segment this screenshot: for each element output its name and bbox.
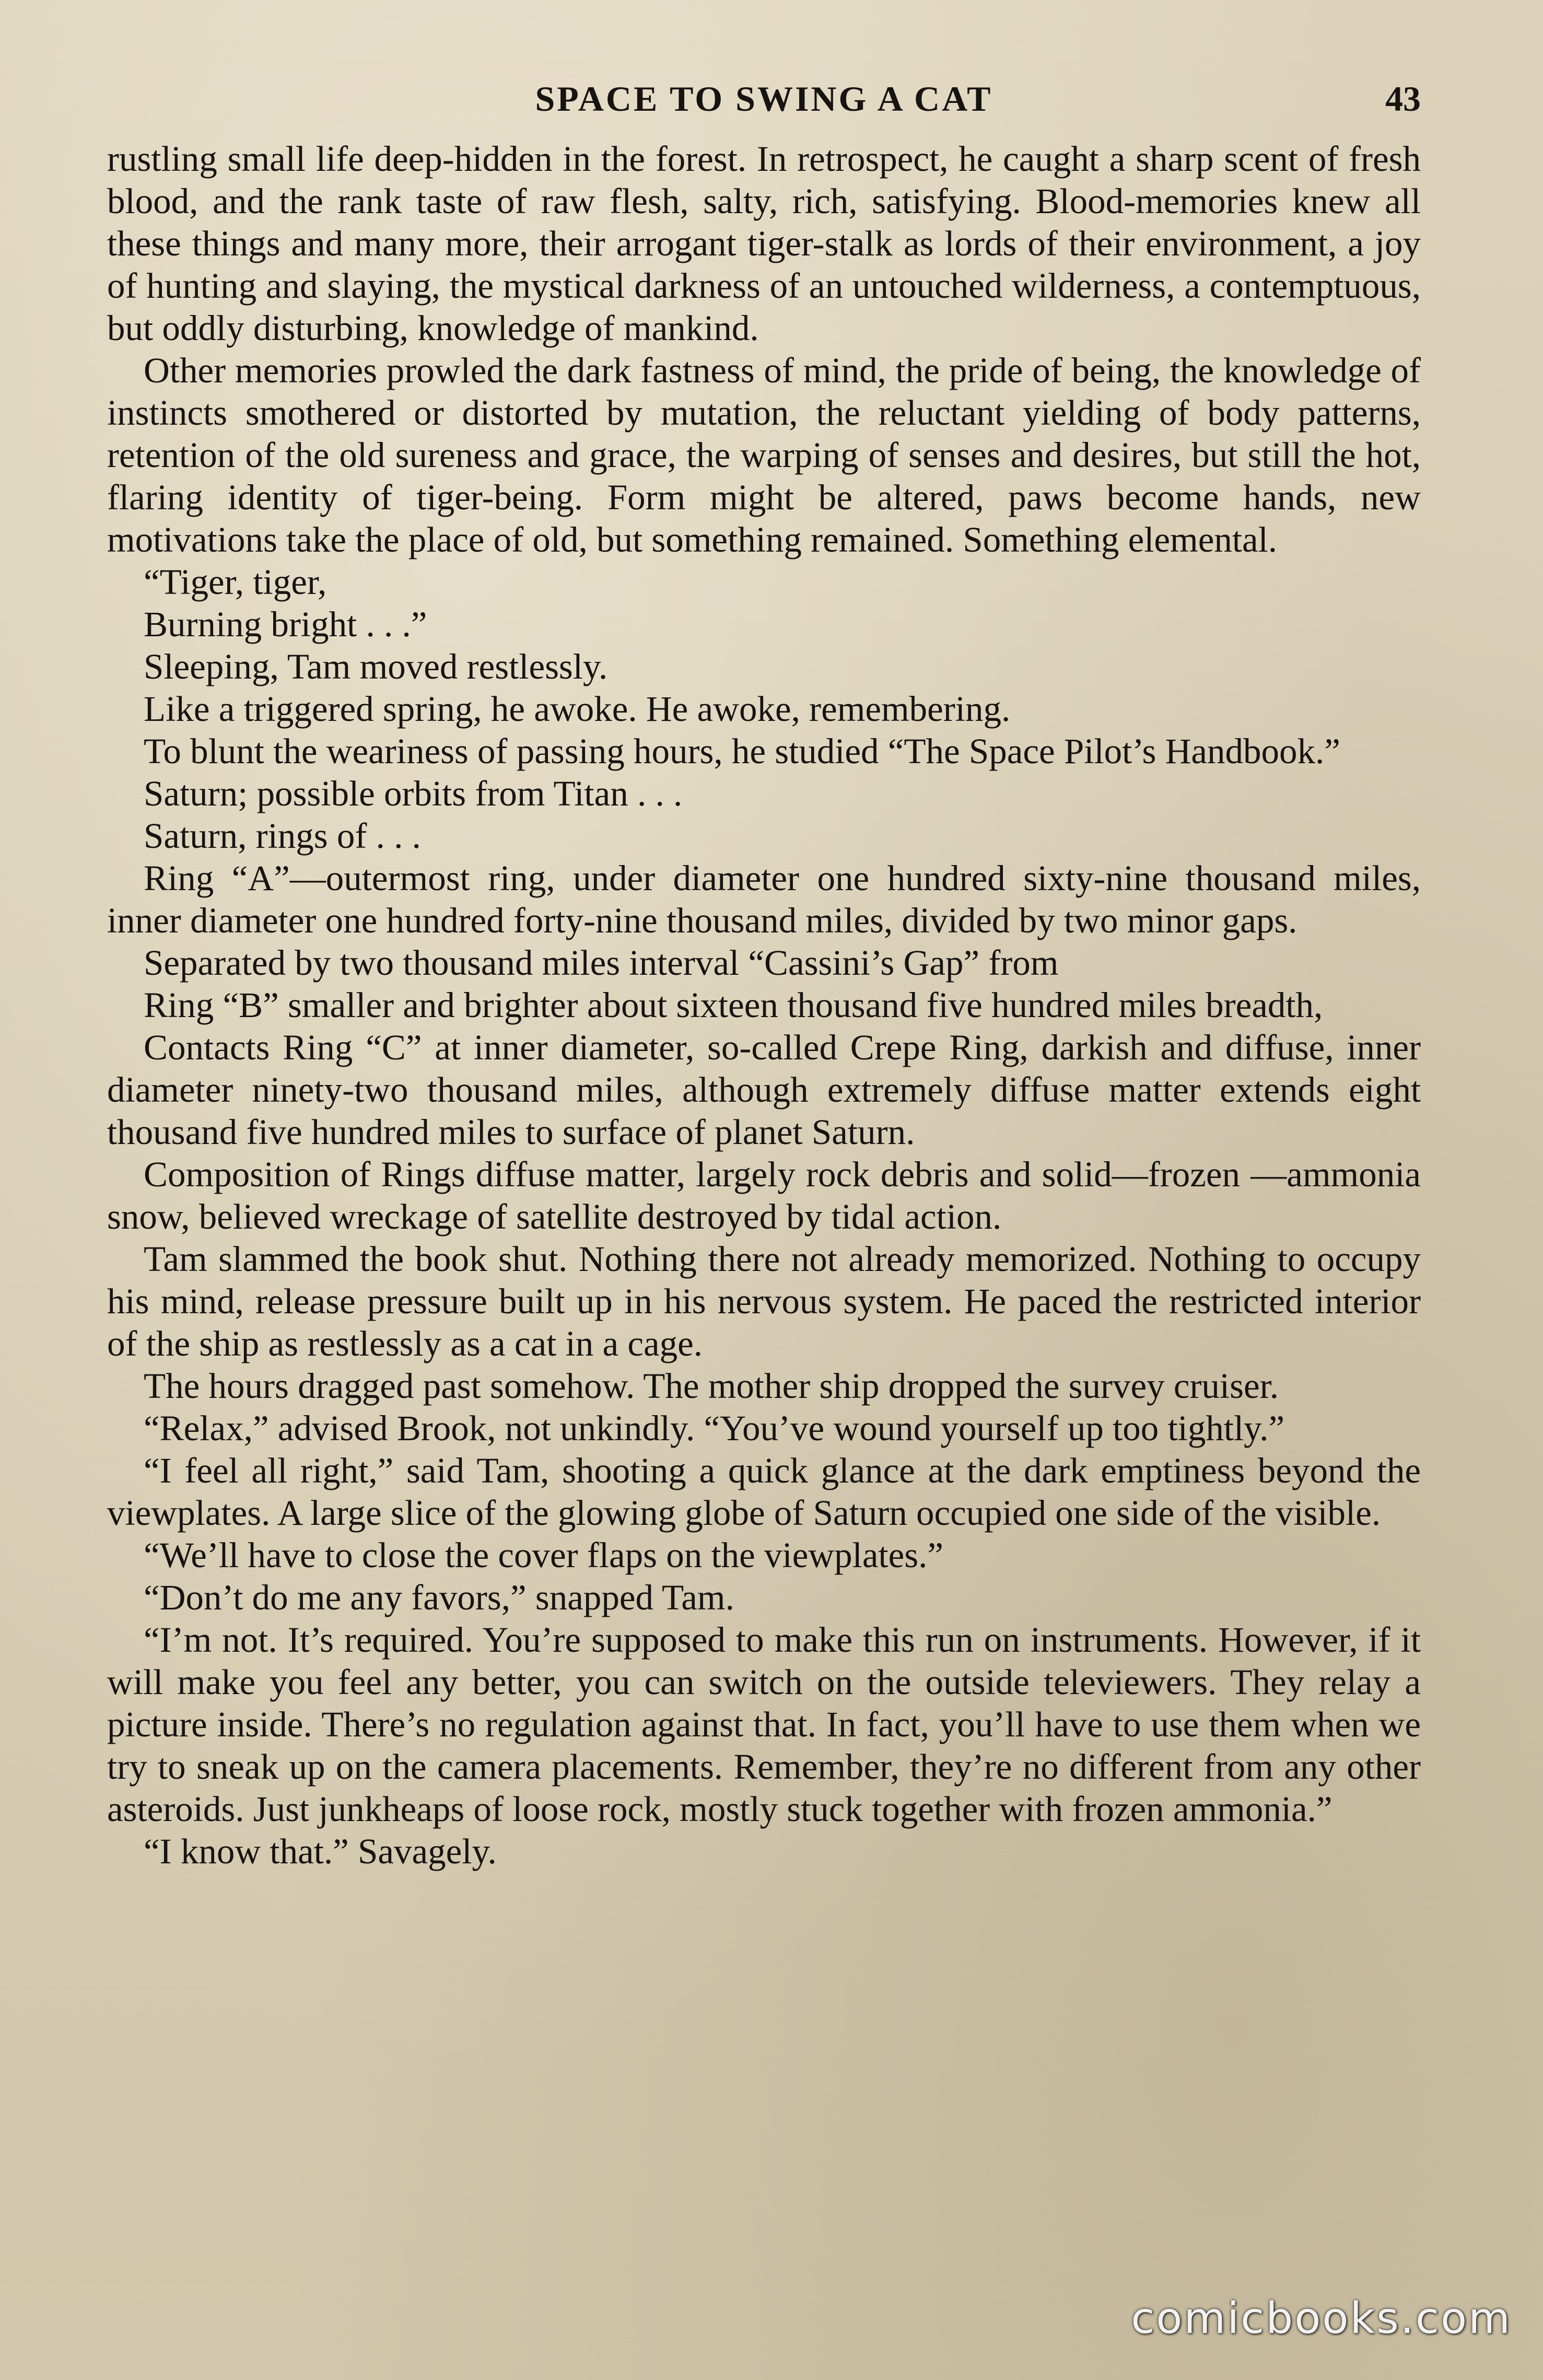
page-number: 43 [1385,79,1421,119]
paragraph: rustling small life deep-hidden in the forest. In retrospect, he caught a sharp scent of fresh blood, and the rank taste of raw flesh, salty, rich, satisfying. Blood-memories knew all these things and many more, their arrogant tiger-stalk as lords of their environment, a joy of hunting and slaying, the mystical darkness of an untouched wilderness, a contemptuous, but oddly disturbing, knowledge of mankind. [107,139,1421,348]
paragraph: “We’ll have to close the cover flaps on the viewplates.” [144,1535,944,1575]
paragraph: Composition of Rings diffuse matter, largely rock debris and solid—frozen —ammonia snow, believed wreckage of satellite destroyed by tidal action. [107,1154,1421,1236]
paragraph: “Don’t do me any favors,” snapped Tam. [144,1578,734,1617]
paragraph: The hours dragged past somehow. The mother ship dropped the survey cruiser. [144,1366,1279,1406]
paragraph: Like a triggered spring, he awoke. He awoke, remembering. [144,689,1011,729]
paragraph: “I’m not. It’s required. You’re supposed to make this run on instruments. However, if it will make you feel any better, you can switch on the outside televiewers. They relay a picture inside. There’s no regulation against that. In fact, you’ll have to use them when we try to sneak up on the camera placements. Remember, they’re no different from any other asteroids. Just junkheaps of loose rock, mostly stuck together with frozen ammonia.” [107,1620,1421,1829]
paragraph: To blunt the weariness of passing hours, he studied “The Space Pilot’s Handbook.” [144,731,1340,771]
paragraph: Tam slammed the book shut. Nothing there not already memorized. Nothing to occupy his mind, release pressure built up in his nervous system. He paced the restricted interior of the ship as restlessly as a cat in a cage. [107,1239,1421,1363]
paragraph: Saturn; possible orbits from Titan . . . [144,774,683,813]
paragraph: “Relax,” advised Brook, not unkindly. “You’ve wound yourself up too tightly.” [144,1408,1285,1448]
paragraph: Other memories prowled the dark fastness of mind, the pride of being, the knowledge of instincts smothered or distorted by mutation, the reluctant yielding of body patterns, retention of the old sureness and grace, the warping of senses and desires, but still the hot, flaring identity of tiger-being. Form might be altered, paws become hands, new motivations take the place of old, but something remained. Something elemental. [107,351,1421,559]
source-watermark: comicbooks.com [1131,2294,1512,2343]
paragraph: “I know that.” Savagely. [144,1831,497,1871]
paragraph: Saturn, rings of . . . [144,816,421,856]
paragraph: “I feel all right,” said Tam, shooting a quick glance at the dark emptiness beyond the viewplates. A large slice of the glowing globe of Saturn occupied one side of the visible. [107,1451,1421,1533]
running-head [107,78,1421,131]
running-title: SPACE TO SWING A CAT [535,79,993,119]
book-page [107,78,1421,2304]
paragraph: Separated by two thousand miles interval “Cassini’s Gap” from [144,943,1059,983]
body-text [107,138,1421,1873]
verse-line: “Tiger, tiger, [144,562,327,602]
paragraph: Sleeping, Tam moved restlessly. [144,647,608,686]
paragraph: Ring “A”—outermost ring, under diameter one hundred sixty-nine thousand miles, inner diameter one hundred forty-nine thousand miles, divided by two minor gaps. [107,858,1421,940]
paragraph: Ring “B” smaller and brighter about sixteen thousand five hundred miles breadth, [144,985,1323,1025]
paragraph: Contacts Ring “C” at inner diameter, so-called Crepe Ring, darkish and diffuse, inner diameter ninety-two thousand miles, although extremely diffuse matter extends eight thousand five hundred miles to surface of planet Saturn. [107,1028,1421,1152]
verse-line: Burning bright . . .” [144,604,427,644]
